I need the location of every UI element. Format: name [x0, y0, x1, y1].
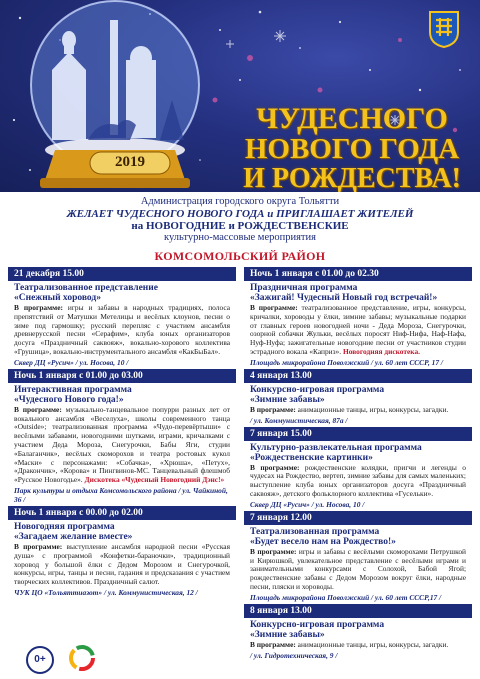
event-place: / ул. Коммунистическая, 87а / [250, 415, 348, 425]
footer-logos [26, 646, 146, 676]
event-place: Сквер ДЦ «Русич» / ул. Носова, 10 / [250, 499, 365, 509]
event-card [8, 267, 236, 369]
event-name: «Снежный хоровод» [14, 293, 101, 303]
greeting-title [232, 104, 472, 192]
event-name: «Рождественские картинки» [250, 452, 373, 463]
event-place: ЧУК ЦО «Тольяттиазот» / ул. Коммунистическая, 12 / [14, 587, 198, 597]
event-place: Парк культуры и отдыха Комсомольского района / ул. Чайкиной, 36 / [14, 485, 228, 504]
event-date: 8 января 13.00 [244, 604, 472, 618]
event-date: 4 января 13.00 [244, 369, 472, 383]
event-type: Театрализованное представление [14, 283, 158, 293]
event-card [244, 369, 472, 427]
event-card [8, 506, 236, 599]
city-emblem-icon [428, 10, 460, 48]
event-type: Культурно-развлекательная программа [250, 442, 422, 453]
administration-line: Администрация городского округа Тольятти [140, 196, 340, 207]
event-description: В программе: театрализованное представление, игры, конкурсы, кричалки, хороводы у ёлки, зимние забавы; музыкальные подарки от главных героев новогодней ночи - Деда Мороза, Снегурочки, озорной собачки Жульки, весёлых поросят Ниф-Нифа, Наф-Нафа, Нуф-Нуфа; зажигательные новогодние песни от участников студии эстрадного вокала «Каприз». Новогодняя дискотека. [250, 303, 466, 356]
event-name: «Будет весело нам на Рождество!» [250, 536, 396, 547]
header-banner [0, 0, 480, 192]
title-line-3: И РОЖДЕСТВА! [243, 163, 461, 192]
event-card [8, 369, 236, 506]
events-column-left [8, 267, 236, 599]
event-date: 21 декабря 15.00 [8, 267, 236, 281]
event-description: В программе: анимационные танцы, игры, конкурсы, загадки. [250, 404, 449, 414]
event-type: Конкурсно-игровая программа [250, 619, 385, 630]
event-card [244, 267, 472, 369]
event-date: Ночь 1 января с 01.00 до 02.30 [244, 267, 472, 281]
district-heading: КОМСОМОЛЬСКИЙ РАЙОН [154, 249, 326, 263]
title-line-1: ЧУДЕСНОГО [256, 102, 448, 135]
event-name: «Загадаем желание вместе» [14, 531, 133, 542]
event-date: Ночь 1 января с 00.00 до 02.00 [8, 506, 236, 520]
age-rating-badge: 0+ [26, 646, 54, 674]
event-name: «Зажигай! Чудесный Новый год встречай!» [250, 293, 438, 303]
wish-line: ЖЕЛАЕТ ЧУДЕСНОГО НОВОГО ГОДА и ПРИГЛАШАЕТ ЖИТЕЛЕЙ [66, 208, 414, 220]
event-date: 7 января 12.00 [244, 511, 472, 525]
event-card [244, 511, 472, 604]
year-badge: 2019 [115, 154, 145, 170]
event-card [244, 427, 472, 511]
event-type: Праздничная программа [250, 283, 358, 293]
media-logo-icon [66, 644, 98, 674]
event-type: Театрализованная программа [250, 526, 380, 537]
event-description: В программе: анимационные танцы, игры, конкурсы, загадки. [250, 639, 449, 649]
event-description: В программе: рождественские колядки, пригчи и легенды о чудесах на Рождество, вертеп, зимние забавы для самых маленьких; выступление клуба юных организаторов досуга «Праздничный саквояж», детского фольклорного коллектива «Гусельки». [250, 462, 466, 498]
event-card [244, 604, 472, 662]
event-description: В программе: игры и забавы с весёлыми скоморохами Петрушкой и Кирюшкой, увлекательное представление с весёлыми играми и занимательными конкурсами с Солохой, Бабой Ягой; рождественские забавы с Дедом Морозом вокруг ёлки, народные песни, пляски и хороводы. [250, 546, 466, 591]
event-name: «Зимние забавы» [250, 629, 325, 640]
event-name: «Чудесного Нового года!» [14, 394, 124, 405]
event-place: / ул. Гидротехническая, 9 / [250, 650, 338, 660]
event-place: Площадь микрорайона Поволжский / ул. 60 лет СССР,17 / [250, 592, 442, 602]
invitation-line: на НОВОГОДНИЕ и РОЖДЕСТВЕНСКИЕ [131, 220, 349, 232]
intro-text [20, 196, 460, 244]
event-date: Ночь 1 января с 01.00 до 03.00 [8, 369, 236, 383]
event-date: 7 января 15.00 [244, 427, 472, 441]
event-description: В программе: игры и забавы в народных традициях, полоса препятствий от Матушки Метелицы и весёлых клоунов, песни о зиме под гармошку; русский перепляс с участием ансамбля древнерусской песни «Серафим», клуба юных организаторов досуга «Праздничный саквояж», вокально-хорового коллектива «Грушица», вокально-инструментального ансамбля «КакБыБал». [14, 303, 230, 356]
event-name: «Зимние забавы» [250, 394, 325, 405]
event-place: Площадь микрорайона Поволжский / ул. 60 лет СССР, 17 / [250, 357, 443, 367]
event-description: В программе: музыкально-танцевальное попурри разных лет от вокального ансамбля «Веселуха», школы современного танца «Outside»; театрализованная программа «Чудо-перевёртыши» с весёлыми забавами, новогодними шутками, играми, кричалками с участием Деда Мороза, Снегурочки, Бабы Яги, студии «Балаганчик», весёлых скоморохов и театра ростовых кукол «Маски» с персонажами: «Собачка», «Хрюша», «Петух», «Дракончик», «Корова» и Пингвинов-МС. Танцевальный флешмоб «Русское Новогодье». Дискотека «Чудесный Новогодний Дэнс!» [14, 404, 230, 485]
events-column-right [244, 267, 472, 662]
event-type: Интерактивная программа [14, 384, 132, 395]
event-type: Новогодняя программа [14, 521, 115, 532]
event-place: Сквер ДЦ «Русич» / ул. Носова, 10 / [14, 357, 129, 367]
events-type-line: культурно-массовые мероприятия [164, 232, 316, 243]
event-description: В программе: выступление ансамбля народной песни «Русская душа» с программой «Конфетки-бараночки», традиционный хоровод у большой ёлки с Дедом Морозом и Снегурочкой, конкурсы, игры, танцы и песни, гадания и предсказания с участием творческих коллективов. Праздничный салют. [14, 541, 230, 587]
title-line-2: НОВОГО ГОДА [244, 133, 460, 165]
event-type: Конкурсно-игровая программа [250, 384, 385, 395]
